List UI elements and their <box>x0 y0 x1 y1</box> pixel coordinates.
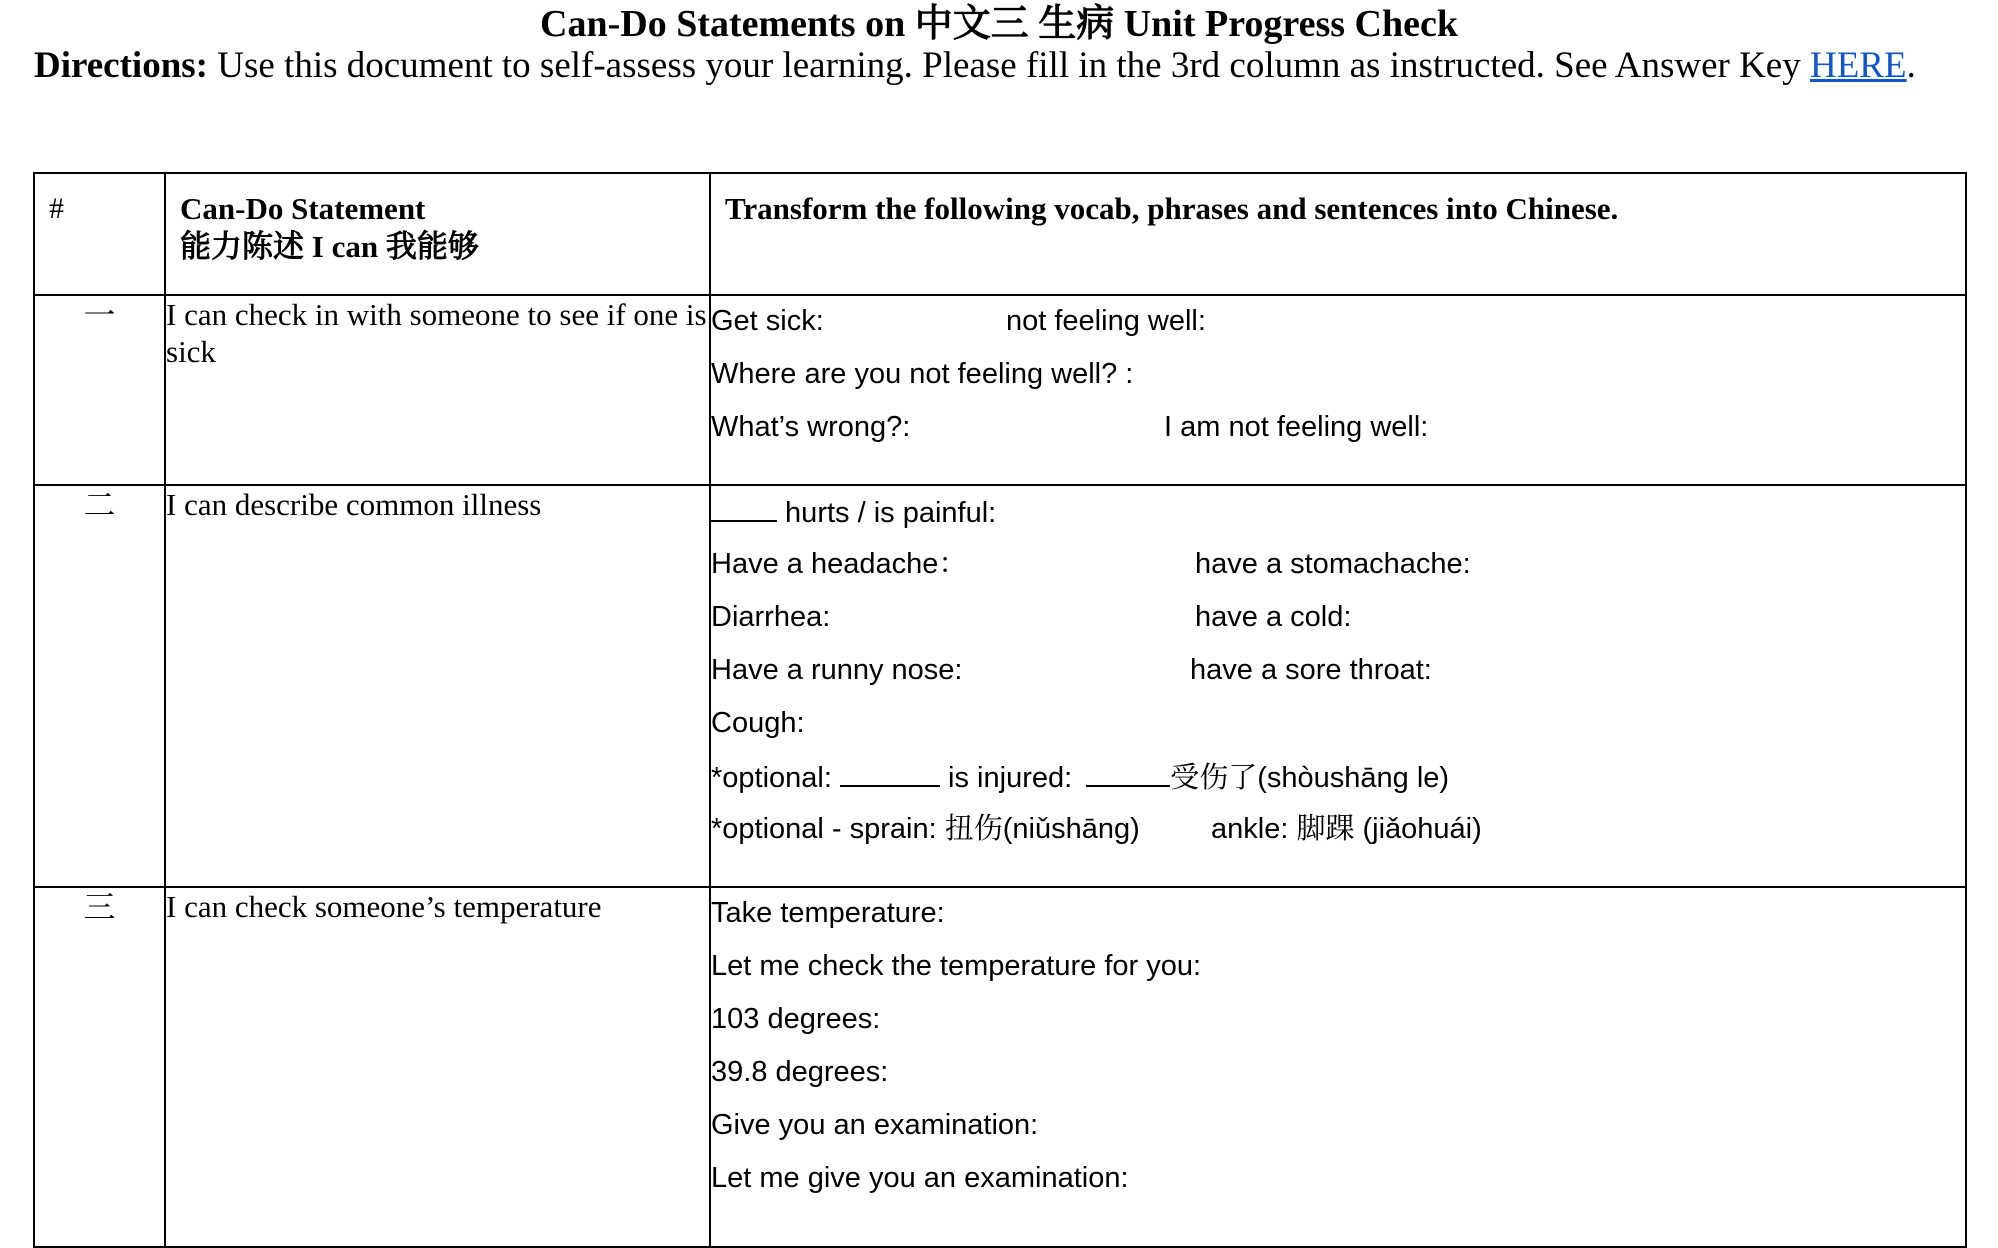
vocab-injured-chinese: 受伤了(shòushāng le) <box>1170 762 1450 794</box>
header-statement-line1: Can-Do Statement <box>180 191 426 226</box>
directions-end: . <box>1906 45 1916 86</box>
fill-blank <box>1086 759 1170 787</box>
header-statement-line2: 能力陈述 I can 我能够 <box>180 229 479 264</box>
vocab-stomachache: have a stomachache: <box>1195 548 1471 580</box>
row-statement: I can describe common illness <box>165 485 710 887</box>
row-number: 一 <box>34 295 165 485</box>
table-row <box>34 485 1966 887</box>
table-row <box>34 887 1966 1247</box>
vocab-line <box>711 1002 1965 1037</box>
directions <box>34 44 1954 87</box>
vocab-optional-label: *optional: <box>711 762 840 794</box>
directions-text: Use this document to self-assess your learning. Please fill in the 3rd column as instructed. See Answer Key <box>208 45 1810 86</box>
vocab-take-temp: Take temperature: <box>711 897 945 929</box>
vocab-line <box>711 1055 1965 1090</box>
row-transform-cell[interactable] <box>710 295 1966 485</box>
vocab-not-feeling-well: not feeling well: <box>1006 305 1206 337</box>
vocab-line <box>711 653 1965 688</box>
vocab-line <box>711 706 1965 741</box>
vocab-line <box>711 812 1965 847</box>
document-title: Can-Do Statements on 中文三 生病 Unit Progress Check <box>540 3 1458 45</box>
vocab-sprain: *optional - sprain: 扭伤(niǔshāng) <box>711 813 1140 845</box>
vocab-get-sick: Get sick: <box>711 305 824 337</box>
row-transform-cell[interactable] <box>710 485 1966 887</box>
fill-blank <box>711 494 777 522</box>
vocab-line <box>711 1108 1965 1143</box>
fill-blank <box>840 759 940 787</box>
vocab-is-injured: is injured: <box>940 762 1081 794</box>
header-transform: Transform the following vocab, phrases and sentences into Chinese. <box>710 173 1966 295</box>
row-number: 三 <box>34 887 165 1247</box>
vocab-line <box>711 304 1965 339</box>
vocab-hurts: hurts / is painful: <box>777 497 997 529</box>
table-header-row <box>34 173 1966 295</box>
vocab-line <box>711 600 1965 635</box>
vocab-line <box>711 357 1965 392</box>
row-statement: I can check someone’s temperature <box>165 887 710 1247</box>
vocab-sore-throat: have a sore throat: <box>1190 654 1432 686</box>
vocab-line <box>711 547 1965 582</box>
header-number: # <box>34 173 165 295</box>
vocab-cough: Cough: <box>711 707 805 739</box>
vocab-headache: Have a headache： <box>711 548 968 580</box>
vocab-line <box>711 494 1965 529</box>
vocab-cold: have a cold: <box>1195 601 1352 633</box>
vocab-whats-wrong: What’s wrong?: <box>711 411 911 443</box>
vocab-103-degrees: 103 degrees: <box>711 1003 881 1035</box>
vocab-line <box>711 949 1965 984</box>
vocab-line <box>711 1161 1965 1196</box>
row-transform-cell[interactable] <box>710 887 1966 1247</box>
vocab-let-me-check: Let me check the temperature for you: <box>711 950 1202 982</box>
vocab-i-am-not-well: I am not feeling well: <box>1164 411 1429 443</box>
header-statement <box>165 173 710 295</box>
vocab-give-exam: Give you an examination: <box>711 1109 1039 1141</box>
vocab-line <box>711 410 1965 445</box>
row-statement: I can check in with someone to see if one is sick <box>165 295 710 485</box>
vocab-where-not-well: Where are you not feeling well? : <box>711 358 1134 390</box>
vocab-let-me-exam: Let me give you an examination: <box>711 1162 1129 1194</box>
can-do-table <box>33 172 1967 1248</box>
vocab-line <box>711 759 1965 794</box>
vocab-line <box>711 896 1965 931</box>
vocab-runny-nose: Have a runny nose: <box>711 654 963 686</box>
row-number: 二 <box>34 485 165 887</box>
table-row <box>34 295 1966 485</box>
directions-label: Directions: <box>34 45 208 86</box>
vocab-ankle: ankle: 脚踝 (jiǎohuái) <box>1211 813 1482 845</box>
vocab-398-degrees: 39.8 degrees: <box>711 1056 889 1088</box>
answer-key-link[interactable]: HERE <box>1809 45 1907 86</box>
vocab-diarrhea: Diarrhea: <box>711 601 831 633</box>
